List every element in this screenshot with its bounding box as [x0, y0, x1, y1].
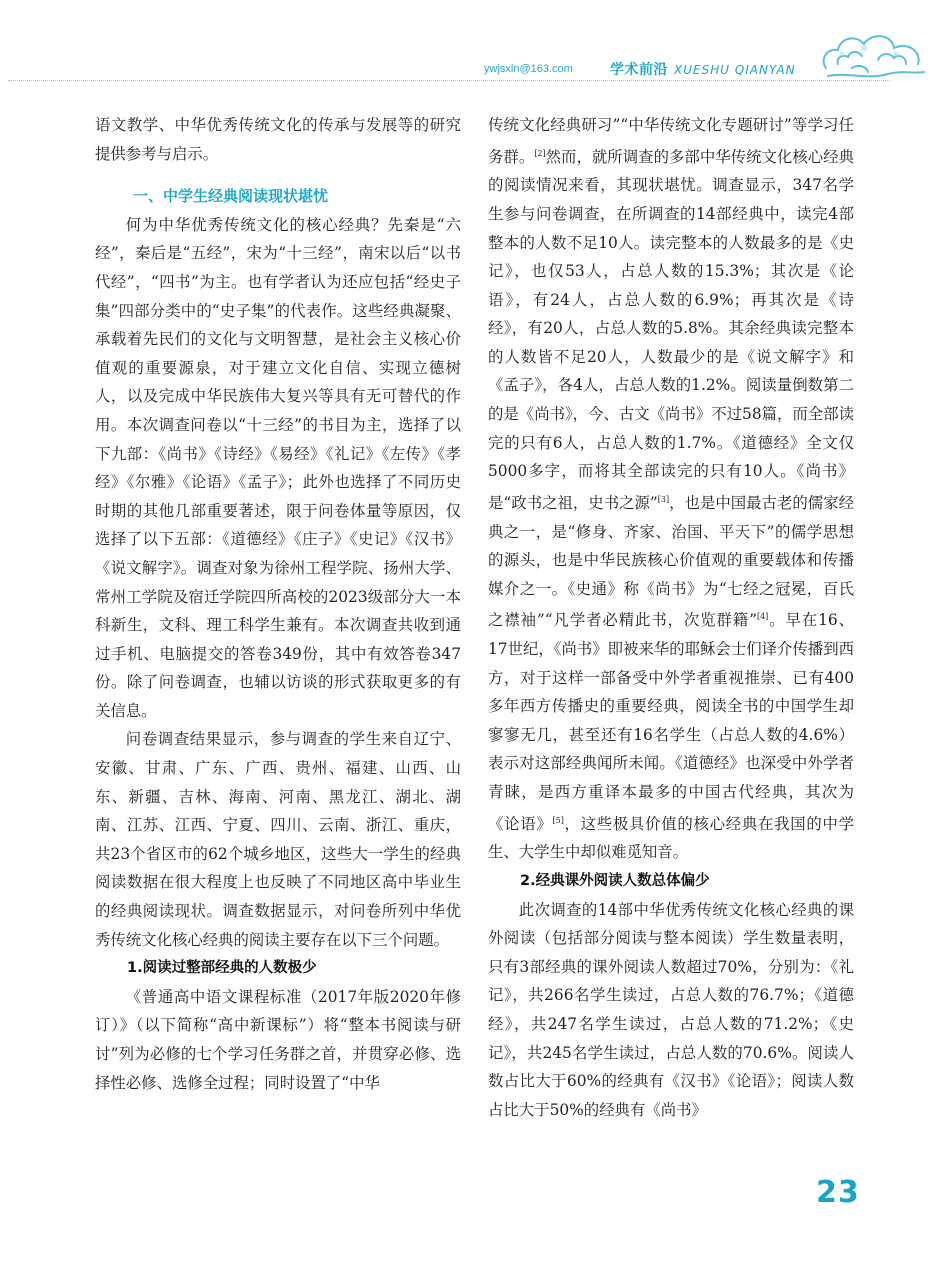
cloud-ornament-icon — [818, 24, 930, 86]
section-title-cn: 学术前沿 — [610, 62, 668, 78]
journal-section-title — [610, 59, 796, 79]
citation-ref: [3] — [657, 494, 670, 504]
subsection-heading-2: 2.经典课外阅读人数总体偏少 — [520, 872, 710, 889]
header-divider — [8, 80, 890, 81]
citation-ref: [5] — [552, 815, 564, 825]
section-title-latin: XUESHU QIANYAN — [674, 63, 796, 77]
paragraph: 何为中华优秀传统文化的核心经典？先秦是“六经”，秦后是“五经”，宋为“十三经”，南宋以后“以书代经”，“四书”为主。也有学者认为还应包括“经史子集”四部分类中的“史子集”的代表作。这些经典凝聚、承载着先民们的文化与文明智慧，是社会主义核心价值观的重要源泉，对于建立文化自信、实现立德树人，以及完成中华民族伟大复兴等具有无可替代的作用。本次调查问卷以“十三经”的书目为主，选择了以下九部：《尚书》《诗经》《易经》《礼记》《左传》《孝经》《尔雅》《论语》《孟子》；此外也选择了不同历史时期的其他几部重要著述，限于问卷体量等原因，仅选择了以下五部：《道德经》《庄子》《史记》《汉书》《说文解字》。调查对象为徐州工程学院、扬州大学、常州工学院及宿迁学院四所高校的2023级部分大一本科新生，文科、理工科学生兼有。本次调查共收到通过手机、电脑提交的答卷349份，其中有效答卷347份。除了问卷调查，也辅以访谈的形式获取更多的有关信息。 — [95, 215, 461, 720]
citation-ref: [4] — [756, 612, 769, 622]
left-column — [95, 111, 461, 1097]
subsection-heading-1: 1.阅读过整部经典的人数极少 — [127, 960, 317, 977]
intro-paragraph-tail: 语文教学、中华优秀传统文化的传承与发展等的研究提供参考与启示。 — [95, 116, 461, 163]
section-heading-1: 一、中学生经典阅读现状堪忧 — [133, 187, 329, 206]
paragraph: 问卷调查结果显示，参与调查的学生来自辽宁、安徽、甘肃、广东、广西、贵州、福建、山西、山东、新疆、吉林、海南、河南、黑龙江、湖北、湖南、江苏、江西、宁夏、四川、云南、浙江、重庆，共23个省区市的62个城乡地区，这些大一学生的经典阅读数据在很大程度上也反映了不同地区高中毕业生的经典阅读现状。调查数据显示，对问卷所列中华优秀传统文化核心经典的阅读主要存在以下三个问题。 — [95, 730, 461, 949]
paragraph: 《普通高中语文课程标准（2017年版2020年修订）》（以下简称“高中新课标”）将“整本书阅读与研讨”列为必修的七个学习任务群之首，并贯穿必修、选择性必修、选修全过程；同时设置了“中华 — [95, 987, 461, 1092]
header-email: ywjsxln@163.com — [484, 63, 573, 75]
right-column — [488, 111, 854, 1124]
citation-ref: [2] — [534, 148, 546, 158]
paragraph-continued: 传统文化经典研习”“中华传统文化专题研讨”等学习任务群。[2]然而，就所调查的多部中华传统文化核心经典的阅读情况来看，其现状堪忧。调查显示，347名学生参与问卷调查，在所调查的14部经典中，读完4部整本的人数不足10人。读完整本的人数最多的是《史记》，也仅53人，占总人数的15.3%；其次是《论语》，有24人，占总人数的6.9%；再其次是《诗经》，有20人，占总人数的5.8%。其余经典读完整本的人数皆不足20人，人数最少的是《说文解字》和《孟子》，各4人，占总人数的1.2%。阅读量倒数第二的是《尚书》，今、古文《尚书》不过58篇，而全部读完的只有6人，占总人数的1.7%。《道德经》全文仅5000多字，而将其全部读完的只有10人。《尚书》是“政书之祖，史书之源”[3]，也是中国最古老的儒家经典之一，是“修身、齐家、治国、平天下”的儒学思想的源头，也是中华民族核心价值观的重要载体和传播媒介之一。《史通》称《尚书》为“七经之冠冕，百氏之襟袖”“凡学者必精此书，次览群籍”[4]。早在16、17世纪，《尚书》即被来华的耶稣会士们译介传播到西方，对于这样一部备受中外学者重视推崇、已有400多年西方传播史的重要经典，阅读全书的中国学生却寥寥无几，甚至还有16名学生（占总人数的4.6%）表示对这部经典闻所未闻。《道德经》也深受中外学者青睐，是西方重译本最多的中国古代经典，其次为《论语》[5]，这些极具价值的核心经典在我国的中学生、大学生中却似难觅知音。 — [488, 116, 854, 862]
paragraph: 此次调查的14部中华优秀传统文化核心经典的课外阅读（包括部分阅读与整本阅读）学生数量表明，只有3部经典的课外阅读人数超过70%，分别为：《礼记》，共266名学生读过，占总人数的76.7%；《道德经》，共247名学生读过，占总人数的71.2%；《史记》，共245名学生读过，占总人数的70.6%。阅读人数占比大于60%的经典有《汉书》《论语》；阅读人数占比大于50%的经典有《尚书》 — [488, 900, 854, 1119]
page-number: 23 — [816, 1175, 860, 1210]
